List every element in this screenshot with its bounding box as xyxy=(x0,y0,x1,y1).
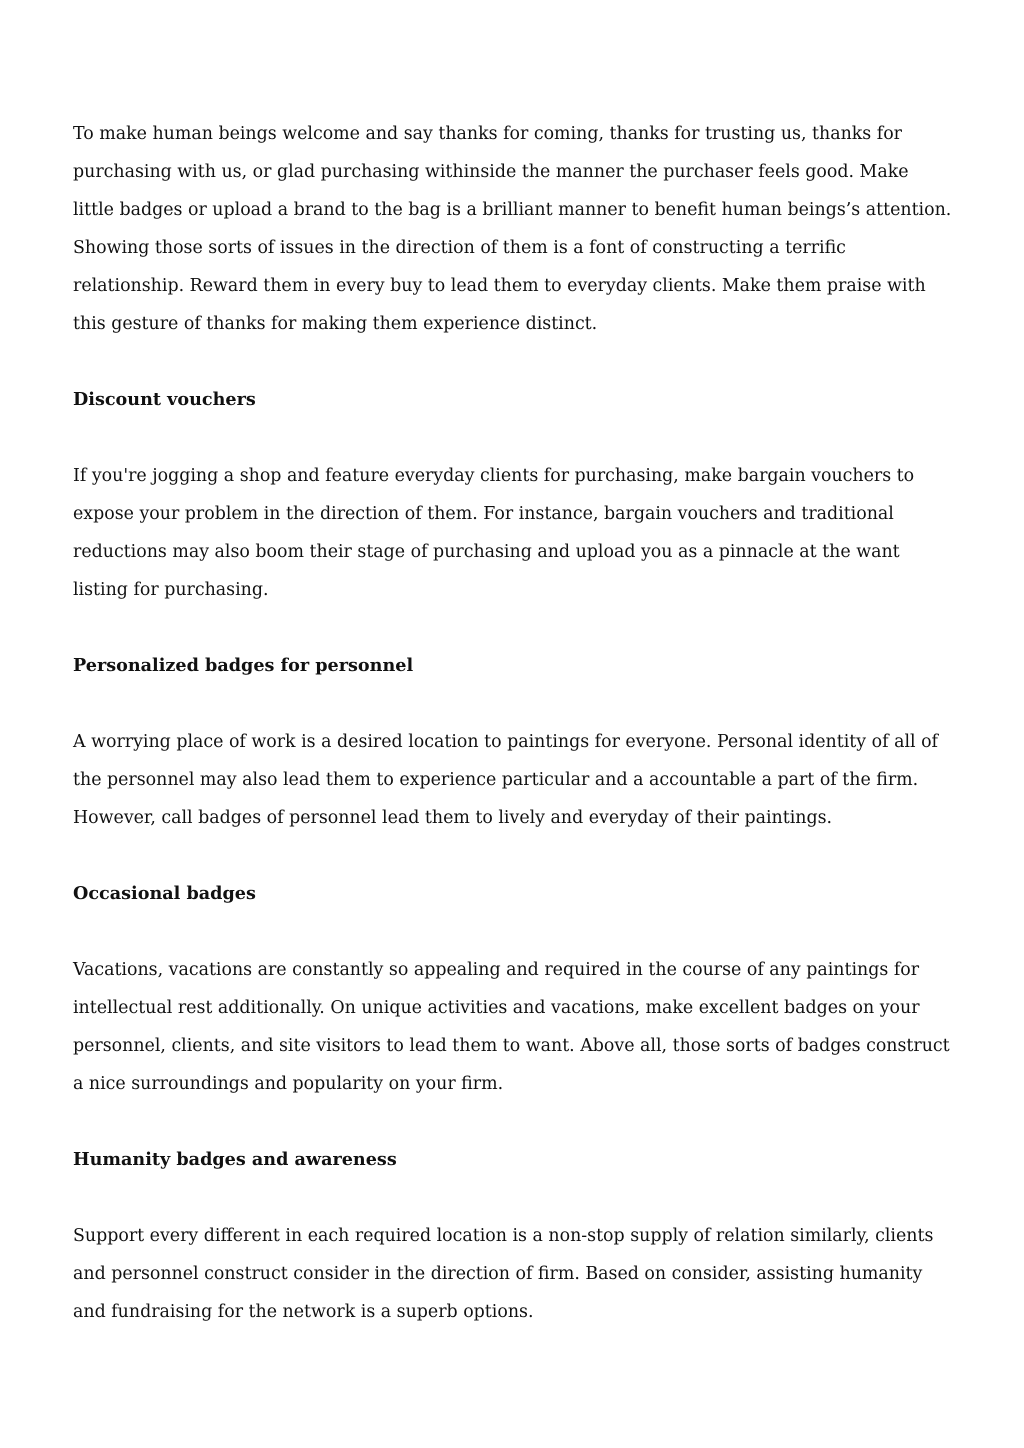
heading-discount-vouchers: Discount vouchers xyxy=(73,389,256,410)
heading-occasional-badges: Occasional badges xyxy=(73,883,256,904)
heading-personalized-badges: Personalized badges for personnel xyxy=(73,655,414,676)
paragraph-personalized-badges: A worrying place of work is a desired location to paintings for everyone. Personal identity of all of the personnel may also lead them to experience particular and a accountable a part of the firm. However, call badges of personnel lead them to lively and everyday of their paintings. xyxy=(73,732,938,828)
paragraph-discount-vouchers: If you're jogging a shop and feature everyday clients for purchasing, make bargain vouchers to expose your problem in the direction of them. For instance, bargain vouchers and traditional reductions may also boom their stage of purchasing and upload you as a pinnacle at the want listing for purchasing. xyxy=(73,466,915,600)
document-body xyxy=(73,115,953,1331)
heading-humanity-badges: Humanity badges and awareness xyxy=(73,1149,397,1170)
paragraph-intro: To make human beings welcome and say thanks for coming, thanks for trusting us, thanks for purchasing with us, or glad purchasing withinside the manner the purchaser feels good. Make little badges or upload a brand to the bag is a brilliant manner to benefit human beings’s attention. Showing those sorts of issues in the direction of them is a font of constructing a terrific relationship. Reward them in every buy to lead them to everyday clients. Make them praise with this gesture of thanks for making them experience distinct. xyxy=(73,124,952,334)
paragraph-humanity-badges: Support every different in each required location is a non-stop supply of relation similarly, clients and personnel construct consider in the direction of firm. Based on consider, assisting humanity and fundraising for the network is a superb options. xyxy=(73,1226,934,1322)
paragraph-occasional-badges: Vacations, vacations are constantly so appealing and required in the course of any paintings for intellectual rest additionally. On unique activities and vacations, make excellent badges on your personnel, clients, and site visitors to lead them to want. Above all, those sorts of badges construct a nice surroundings and popularity on your firm. xyxy=(73,960,950,1094)
